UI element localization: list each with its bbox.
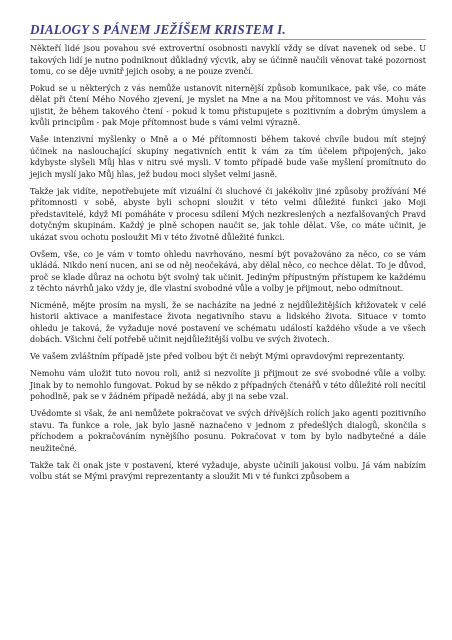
paragraph: Pokud se u některých z vás nemůže ustanovit niternější způsob komunikace, pak vše, co máte dělat při čtení Mého Nového zjevení, je myslet na Mne a na Mou přítomnost ve vás. Mohu vás ujistit, že během takového čtení - pokud k tomu přistupujete s pozitivním a dobrým úmyslem a kvůli principům - pak Moje přítomnost bude s vámi velmi výrazně. — [30, 83, 426, 128]
page-header — [30, 6, 426, 40]
paragraph: Nicméně, mějte prosím na mysli, že se nacházíte na jedné z nejdůležitějších křižovatek v celé historii aktivace a manifestace života negativního stavu a lidského života. Situace v tomto ohledu je taková, že vyžaduje nové postavení ve schématu událostí každého všude a ve všech dobách. Všichni čelí potřebě učinit nejdůležitější volbu ve svých životech. — [30, 300, 426, 345]
paragraph: Ve vašem zvláštním případě jste před volbou být či nebýt Mými opravdovými reprezentanty. — [30, 352, 405, 362]
paragraph: Někteří lidé jsou povahou své extrovertní osobnosti navyklí vždy se dívat navenek od sebe. U takových lidí je nutno podniknout důkladný výcvik, aby se účinně naučili věnovat také pozornost tomu, co se děje uvnitř jejich osoby, a ne pouze zvenčí. — [30, 44, 426, 76]
header-title: DIALOGY S PÁNEM JEŽÍŠEM KRISTEM I. — [30, 22, 286, 37]
paragraph: Takže jak vidíte, nepotřebujete mít vizuální či sluchové či jakékoliv jiné způsoby prožívání Mé přítomnosti v sobě, abyste byli schopni sloužit v této velmi důležité funkci jako Moji představitelé, když Mi pomáháte v procesu sdílení Mých nezkreslených a nezfalšovaných Pravd dotyčným skupinám. Každý je plně schopen naučit se, jak tohle dělat. Vše, co máte učinit, je ukázat svou ochotu posloužit Mi v této životně důležité funkci. — [30, 186, 426, 242]
paragraph: Ovšem, vše, co je vám v tomto ohledu navrhováno, nesmí být považováno za něco, co se vám ukládá. Nikdo není nucen, ani se od něj neočekává, aby dělal něco, co nechce dělat. To je důvod, proč se klade důraz na ochotu být svolný tak učinit. Jediným přípustným přístupem ke každému z těchto návrhů jako vždy je, dle vlastní svobodné vůle a volby je přijmout, nebo odmítnout. — [30, 249, 426, 294]
document-body — [30, 43, 426, 483]
paragraph: Uvědomte si však, že ani nemůžete pokračovat ve svých dřívějších rolích jako agenti pozitivního stavu. Ta funkce a role, jak bylo jasně naznačeno v jednom z předešlých dialogů, skončila s příchodem a pokračováním nynějšího posunu. Pokračovat v tom by bylo nadbytečné a dále neužitečné. — [30, 409, 426, 453]
paragraph: Vaše intenzivní myšlenky o Mně a o Mé přítomnosti během takové chvíle budou mít stejný účinek na naslouchající skupiny negativních entit k vám za tím účelem připojených, jako kdybyste slyšeli Můj hlas v nitru své mysli. V tomto případě bude vaše myšlení promítnuto do jejich myslí jako Můj hlas, jež budou moci slyšet velmi jasně. — [30, 135, 426, 179]
paragraph: Nemohu vám uložit tuto novou roli, aniž si nezvolíte ji přijmout ze své svobodné vůle a volby. Jinak by to nemohlo fungovat. Pokud by se někdo z případných čtenářů v této důležité roli necítil pohodlně, pak se v žádném případě nežádá, aby ji na sebe vzal. — [30, 369, 426, 402]
paragraph: Takže tak či onak jste v postavení, které vyžaduje, abyste učinili jakousi volbu. Já vám nabízím volbu stát se Mými pravými reprezentanty a sloužit Mi v té funkci způsobem a — [30, 460, 426, 482]
